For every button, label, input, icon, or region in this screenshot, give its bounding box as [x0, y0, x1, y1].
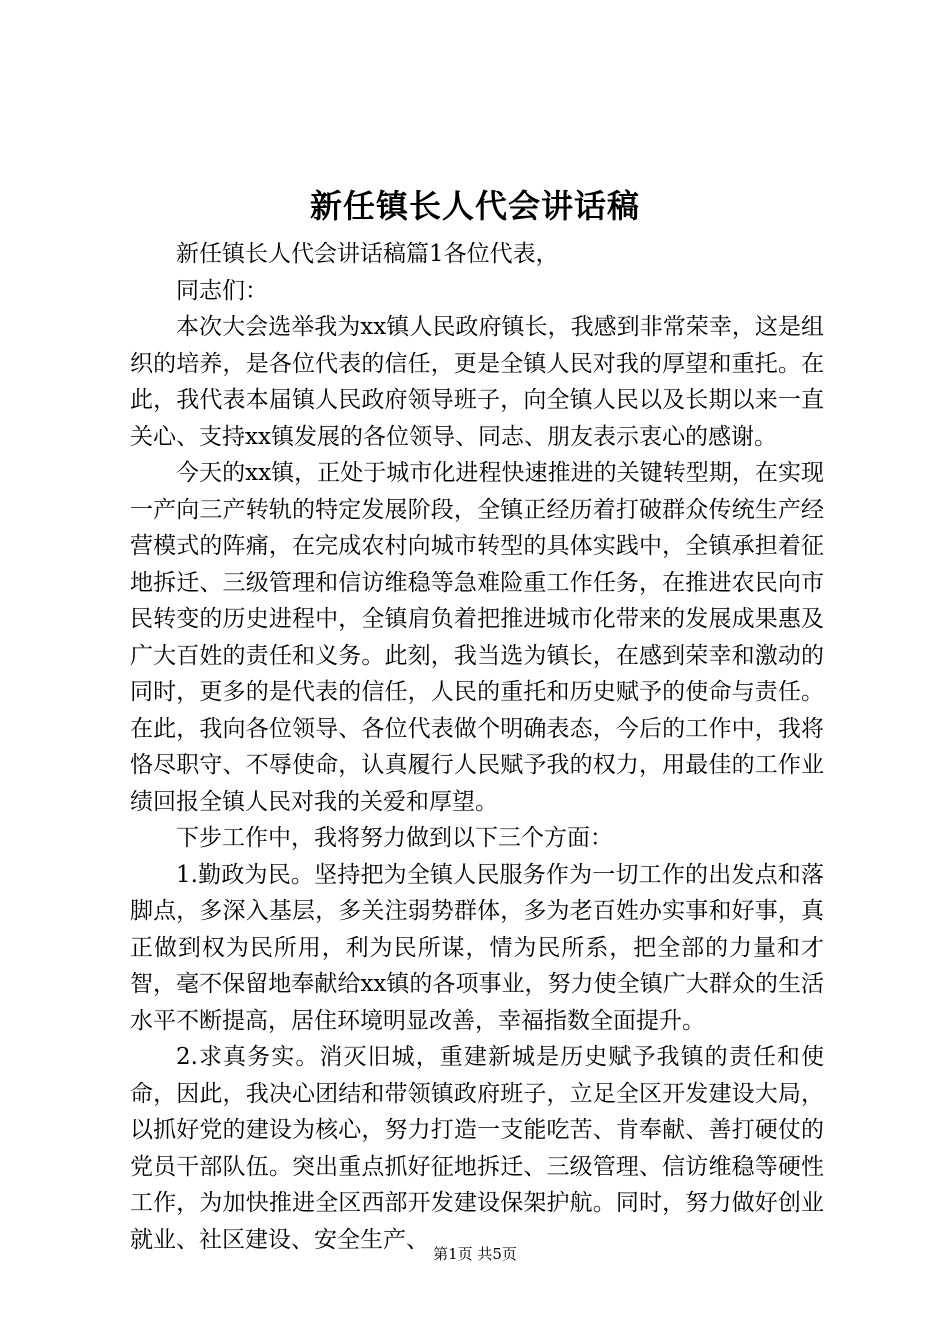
paragraph: 新任镇长人代会讲话稿篇1各位代表， [176, 241, 559, 267]
document-title: 新任镇长人代会讲话稿 [309, 187, 640, 225]
paragraph: 本次大会选举我为xx镇人民政府镇长，我感到非常荣幸，这是组织的培养，是各位代表的信任，更是全镇人民对我的厚望和重托。在此，我代表本届镇人民政府领导班子，向全镇人民以及长期以来一直关心、支持xx镇发展的各位领导、同志、朋友表示衷心的感谢。 [130, 314, 824, 450]
paragraph: 今天的xx镇，正处于城市化进程快速推进的关键转型期，在实现一产向三产转轨的特定发展阶段，全镇正经历着打破群众传统生产经营模式的阵痛，在完成农村向城市转型的具体实践中，全镇承担着征地拆迁、三级管理和信访维稳等急难险重工作任务，在推进农民向市民转变的历史进程中，全镇肩负着把推进城市化带来的发展成果惠及广大百姓的责任和义务。此刻，我当选为镇长，在感到荣幸和激动的同时，更多的是代表的信任，人民的重托和历史赋予的使命与责任。在此，我向各位领导、各位代表做个明确表态，今后的工作中，我将恪尽职守、不辱使命，认真履行人民赋予我的权力，用最佳的工作业绩回报全镇人民对我的关爱和厚望。 [130, 460, 824, 815]
paragraph: 1.勤政为民。坚持把为全镇人民服务作为一切工作的出发点和落脚点，多深入基层，多关注弱势群体，多为老百姓办实事和好事，真正做到权为民所用，利为民所谋，情为民所系，把全部的力量和才智，毫不保留地奉献给xx镇的各项事业，努力使全镇广大群众的生活水平不断提高，居住环境明显改善，幸福指数全面提升。 [130, 861, 824, 1034]
document-body [130, 236, 824, 1258]
paragraph: 2.求真务实。消灭旧城，重建新城是历史赋予我镇的责任和使命，因此，我决心团结和带领镇政府班子，立足全区开发建设大局，以抓好党的建设为核心，努力打造一支能吃苦、肯奉献、善打硬仗的党员干部队伍。突出重点抓好征地拆迁、三级管理、信访维稳等硬性工作，为加快推进全区西部开发建设保架护航。同时，努力做好创业就业、社区建设、安全生产、 [130, 1044, 824, 1253]
paragraph: 同志们： [176, 277, 268, 304]
paragraph: 下步工作中，我将努力做到以下三个方面： [176, 825, 613, 851]
page-footer: 第1页 共5页 [433, 1245, 517, 1263]
